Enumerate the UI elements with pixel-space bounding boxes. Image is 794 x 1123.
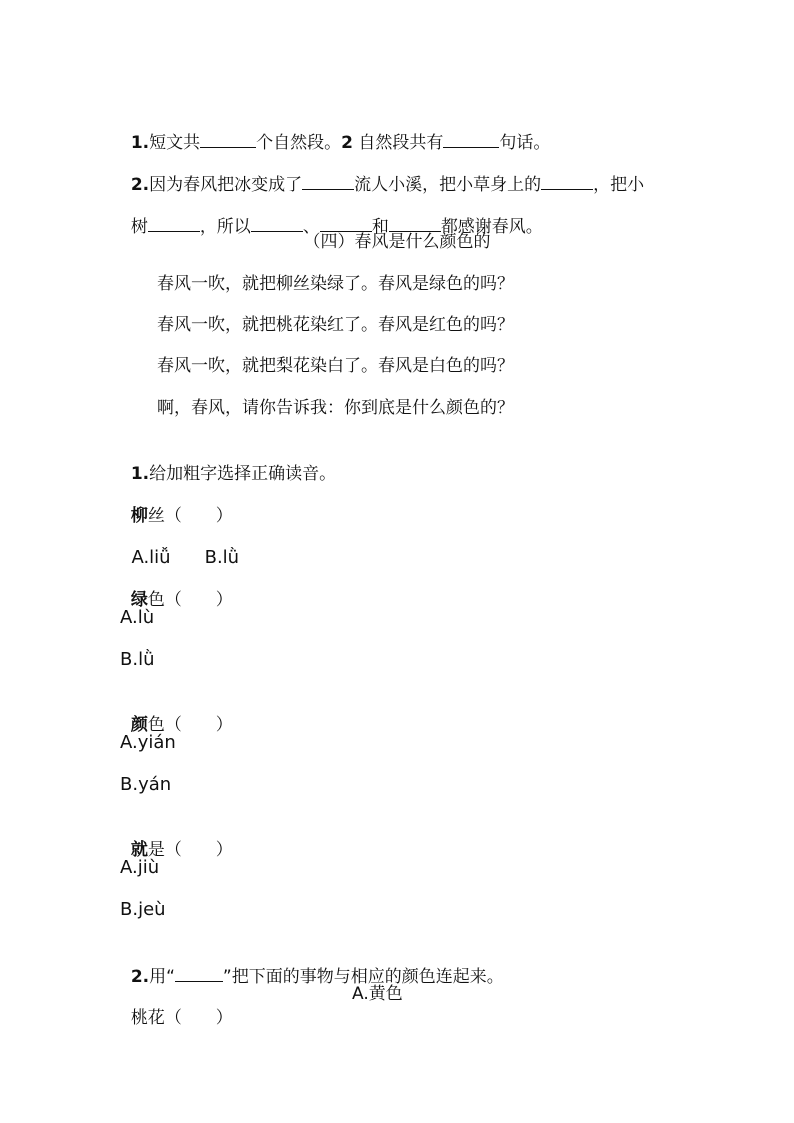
question-text: 短文共: [149, 133, 201, 153]
word-rest: 色: [147, 715, 165, 735]
question-text: 和: [371, 217, 389, 237]
question-text: 给加粗字选择正确读音。: [149, 464, 337, 484]
option-b[interactable]: B.lǜ: [204, 547, 240, 568]
question-prompt: [120, 438, 336, 486]
pinyin-question-3: [120, 689, 233, 737]
question-number: 2.: [130, 175, 150, 195]
bold-character: 就: [130, 840, 148, 860]
answer-paren[interactable]: （ ）: [164, 840, 233, 860]
question-number: 2: [341, 133, 353, 153]
passage-paragraph: 春风一吹，就把柳丝染绿了。春风是绿色的吗？: [157, 274, 514, 294]
question-text: ，所以: [199, 217, 251, 237]
option-a[interactable]: A.liǚ: [131, 547, 171, 568]
word-rest: 是: [147, 840, 165, 860]
question-text: 都感谢春风。: [440, 217, 543, 237]
passage-paragraph: 春风一吹，就把梨花染白了。春风是白色的吗？: [157, 356, 514, 376]
pinyin-question-1: [120, 480, 233, 528]
passage-paragraph: 春风一吹，就把桃花染红了。春风是红色的吗？: [157, 315, 514, 335]
question-text: 用“: [149, 967, 175, 987]
question-text: ，把小: [593, 175, 645, 195]
option-b[interactable]: B.yán: [120, 774, 172, 795]
match-right-item[interactable]: A.黄色: [352, 984, 403, 1004]
option-a[interactable]: A.yián: [120, 732, 176, 753]
match-row: [120, 982, 233, 1030]
answer-paren[interactable]: （ ）: [164, 1008, 233, 1028]
options-row: [120, 522, 239, 570]
question-text: 、: [302, 217, 320, 237]
question-text: 因为春风把冰变成了: [149, 175, 303, 195]
answer-paren[interactable]: （ ）: [164, 715, 233, 735]
bold-character: 绿: [130, 590, 148, 610]
answer-paren[interactable]: （ ）: [164, 506, 233, 526]
section-title: （四）春风是什么颜色的: [303, 232, 491, 252]
word-rest: 色: [147, 590, 165, 610]
passage-paragraph: 啊，春风，请你告诉我：你到底是什么颜色的？: [157, 398, 514, 418]
word-rest: 丝: [147, 506, 165, 526]
match-left-item: 桃花: [130, 1008, 165, 1028]
pinyin-question-2: [120, 564, 233, 612]
option-a[interactable]: A.jiù: [120, 857, 160, 878]
answer-paren[interactable]: （ ）: [164, 590, 233, 610]
question-text: ”把下面的事物与相应的颜色连起来。: [222, 967, 504, 987]
question-text: 自然段共有: [358, 133, 444, 153]
answer-blank[interactable]: [200, 130, 256, 148]
pinyin-question-4: [120, 814, 233, 862]
option-a[interactable]: A.lù: [120, 607, 155, 628]
answer-blank[interactable]: [541, 172, 593, 190]
answer-blank[interactable]: [302, 172, 354, 190]
bold-character: 颜: [130, 715, 148, 735]
option-b[interactable]: B.jeù: [120, 899, 166, 920]
line-sample: [175, 964, 223, 982]
question-number: 1.: [130, 464, 150, 484]
question-number: 2.: [130, 967, 150, 987]
question-text: 个自然段。: [256, 133, 342, 153]
answer-blank[interactable]: [443, 130, 499, 148]
question-number: 1.: [130, 133, 150, 153]
question-text: 流人小溪，把小草身上的: [354, 175, 542, 195]
question-text: 句话。: [499, 133, 551, 153]
option-b[interactable]: B.lǜ: [120, 649, 155, 670]
bold-character: 柳: [130, 506, 148, 526]
question-text: 树: [130, 217, 148, 237]
